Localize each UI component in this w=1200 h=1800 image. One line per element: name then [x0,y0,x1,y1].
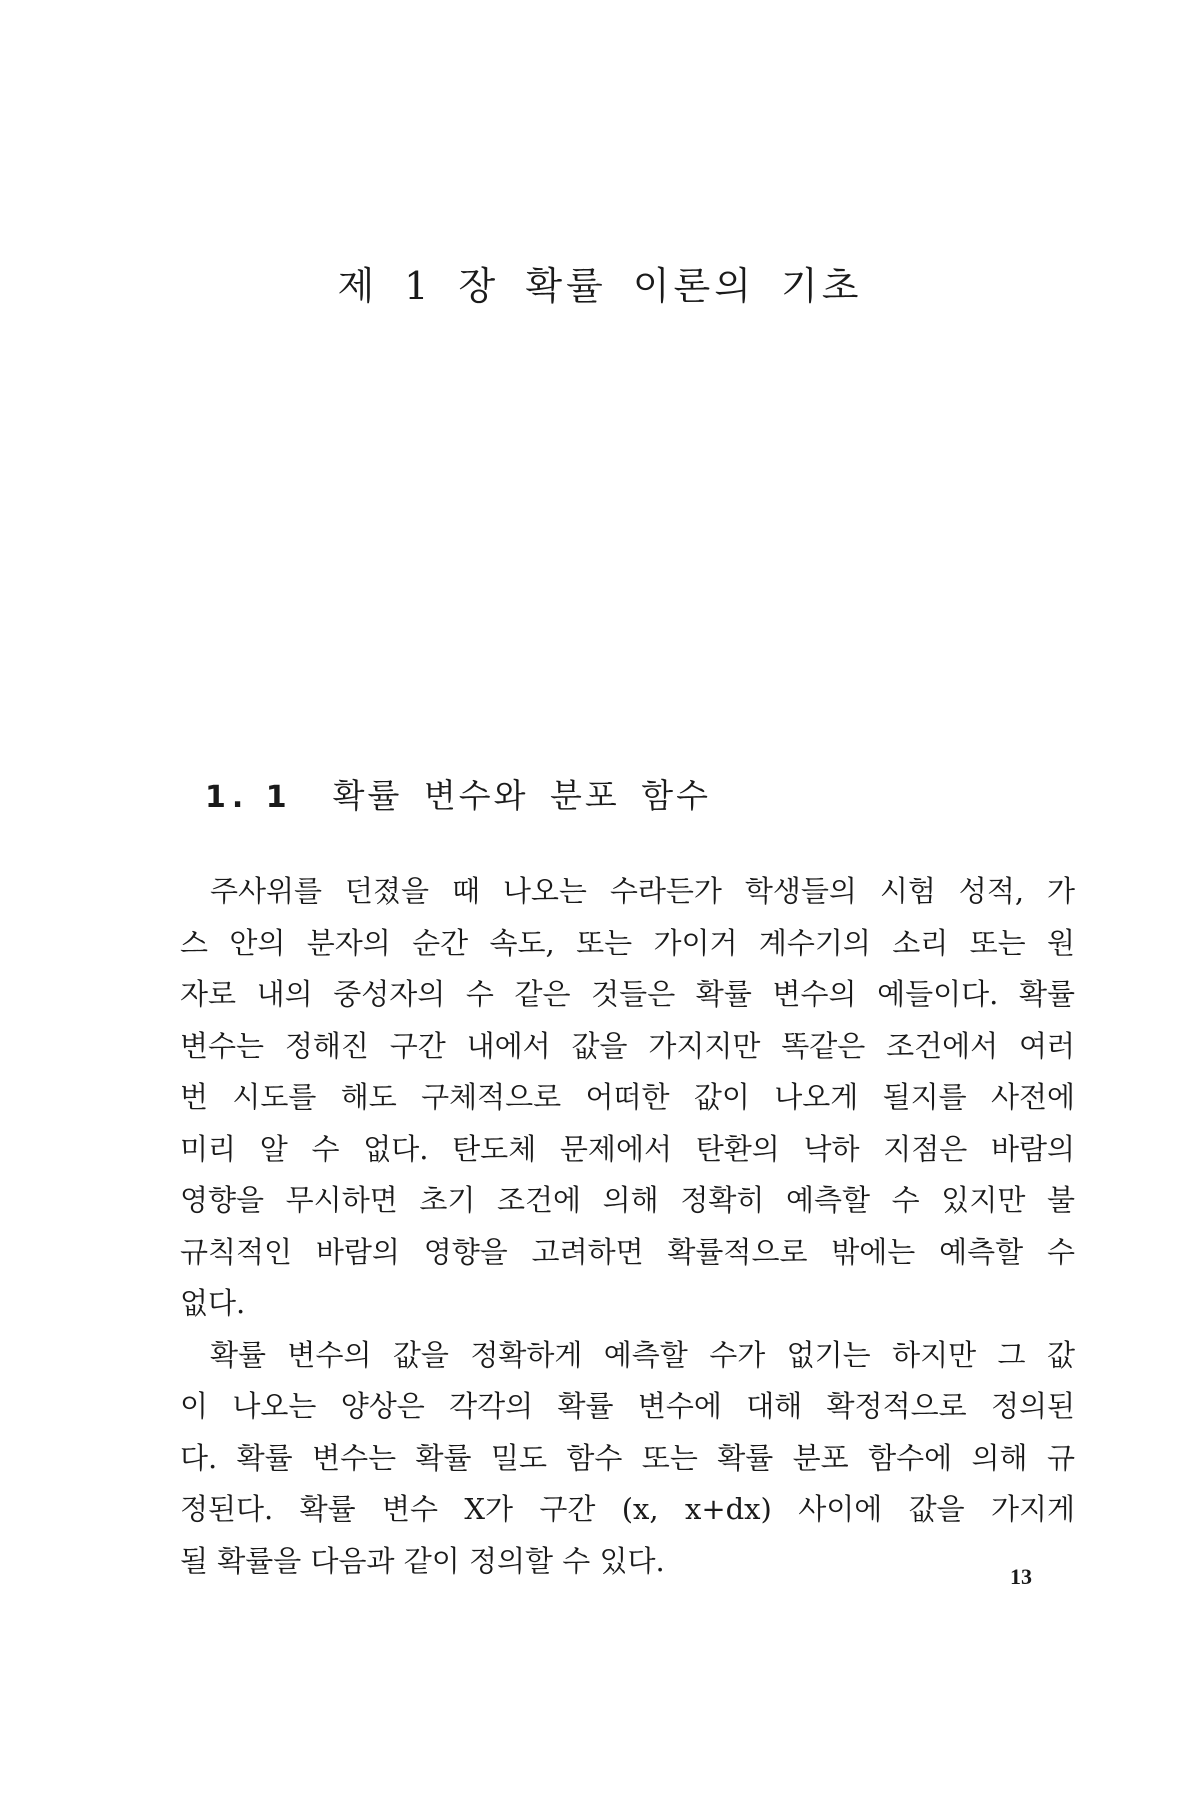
section-heading [205,770,711,817]
text-line: 확률 변수의 값을 정확하게 예측할 수가 없기는 하지만 그 값 [210,1337,1075,1372]
text-line: 규칙적인 바람의 영향을 고려하면 확률적으로 밖에는 예측할 수 [180,1234,1075,1269]
body-text [180,866,1075,1587]
chapter-title: 제 1 장 확률 이론의 기초 [337,264,863,308]
section-title: 확률 변수와 분포 함수 [332,776,711,815]
text-line: 정된다. 확률 변수 X가 구간 (x, x+dx) 사이에 값을 가지게 [180,1492,1075,1526]
text-line: 될 확률을 다음과 같이 정의할 수 있다. [180,1543,665,1578]
text-line: 미리 알 수 없다. 탄도체 문제에서 탄환의 낙하 지점은 바람의 [180,1131,1075,1166]
paragraph [180,1330,1075,1588]
text-line: 영향을 무시하면 초기 조건에 의해 정확히 예측할 수 있지만 불 [180,1183,1075,1217]
text-line: 없다. [180,1286,246,1320]
text-line: 스 안의 분자의 순간 속도, 또는 가이거 계수기의 소리 또는 원 [180,925,1075,960]
text-line: 이 나오는 양상은 각각의 확률 변수에 대해 확정적으로 정의된 [180,1389,1075,1423]
section-number: 1. 1 [205,780,293,815]
text-line: 주사위를 던졌을 때 나오는 수라든가 학생들의 시험 성적, 가 [210,874,1075,908]
text-line: 다. 확률 변수는 확률 밀도 함수 또는 확률 분포 함수에 의해 규 [180,1440,1075,1475]
text-line: 자로 내의 중성자의 수 같은 것들은 확률 변수의 예들이다. 확률 [180,977,1075,1011]
text-line: 변수는 정해진 구간 내에서 값을 가지지만 똑같은 조건에서 여러 [180,1028,1075,1063]
paragraph [180,866,1075,1330]
text-line: 번 시도를 해도 구체적으로 어떠한 값이 나오게 될지를 사전에 [180,1080,1075,1114]
page-number: 13 [1010,1564,1032,1589]
